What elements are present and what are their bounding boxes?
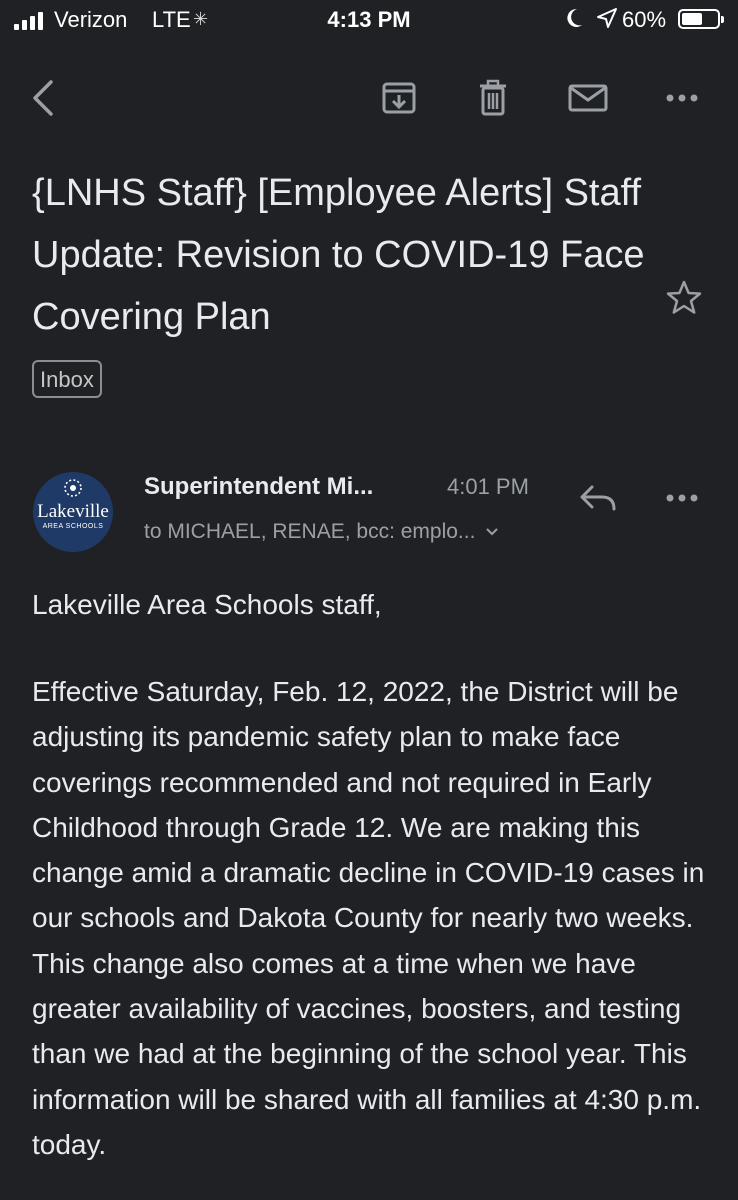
email-greeting: Lakeville Area Schools staff,: [32, 589, 382, 620]
avatar-logo-subtext: AREA SCHOOLS: [42, 523, 104, 530]
sender-name[interactable]: Superintendent Mi...: [144, 473, 374, 500]
battery-icon: [678, 9, 720, 29]
star-icon: [665, 279, 703, 317]
status-time: 4:13 PM: [327, 7, 411, 32]
more-options-icon: [664, 492, 700, 504]
do-not-disturb-moon-icon: [564, 6, 584, 30]
back-button[interactable]: [16, 70, 72, 126]
activity-spinner-icon: ✳: [193, 9, 209, 29]
school-logo-icon: [61, 476, 85, 500]
status-bar: [0, 0, 738, 40]
email-subject: {LNHS Staff} [Employee Alerts] Staff Update: Revision to COVID-19 Face Covering Plan: [32, 172, 645, 338]
location-arrow-icon: [596, 6, 618, 30]
star-button[interactable]: [660, 274, 708, 322]
recipients-text: to MICHAEL, RENAE, bcc: emplo...: [144, 520, 476, 543]
more-options-icon: [664, 92, 700, 104]
recipients-details[interactable]: [144, 520, 499, 544]
mark-unread-button[interactable]: [560, 70, 616, 126]
email-body-paragraph: Effective Saturday, Feb. 12, 2022, the District will be adjusting its pandemic safety plan to make face coverings recommended and not required in Early Childhood through Grade 12. We are making this change amid a dramatic decline in COVID-19 cases in our schools and Dakota County for nearly two weeks. This change also comes at a time when we have greater availability of vaccines, boosters, and testing than we had at the beginning of the school year. This information will be shared with all families at 4:30 p.m. today.: [32, 676, 705, 1160]
battery-percent: 60%: [622, 7, 667, 32]
sender-avatar: [33, 472, 113, 552]
archive-icon: [379, 78, 419, 118]
chevron-down-icon: [485, 527, 499, 537]
reply-icon: [578, 481, 618, 515]
carrier-name: Verizon: [54, 7, 128, 32]
avatar-logo-text: Lakeville: [37, 501, 109, 522]
delete-button[interactable]: [465, 70, 521, 126]
more-options-button[interactable]: [654, 70, 710, 126]
message-more-button[interactable]: [654, 470, 710, 526]
reply-button[interactable]: [570, 470, 626, 526]
back-arrow-icon: [29, 78, 59, 118]
archive-button[interactable]: [371, 70, 427, 126]
inbox-label-chip[interactable]: Inbox: [32, 360, 102, 398]
mark-unread-mail-icon: [567, 78, 609, 118]
network-type: LTE: [152, 7, 191, 32]
sent-time: 4:01 PM: [447, 474, 529, 499]
delete-icon: [473, 78, 513, 118]
